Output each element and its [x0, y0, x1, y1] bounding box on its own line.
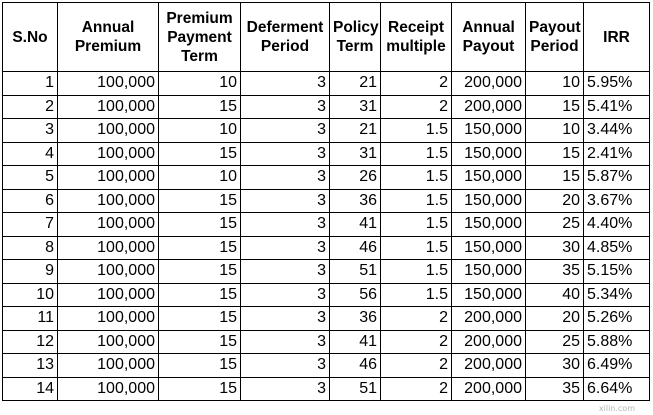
- cell-irr: 5.34%: [584, 283, 650, 307]
- cell-receipt-multiple: 1.5: [381, 213, 452, 237]
- cell-premium-payment-term: 15: [159, 377, 241, 401]
- cell-s-no: 6: [3, 189, 58, 213]
- cell-deferment-period: 3: [241, 189, 330, 213]
- table-row: [3, 307, 650, 331]
- table-body: [3, 72, 650, 401]
- cell-annual-payout: 200,000: [452, 330, 526, 354]
- cell-annual-premium: 100,000: [58, 377, 159, 401]
- cell-s-no: 10: [3, 283, 58, 307]
- cell-annual-premium: 100,000: [58, 166, 159, 190]
- cell-premium-payment-term: 15: [159, 142, 241, 166]
- cell-premium-payment-term: 15: [159, 354, 241, 378]
- cell-payout-period: 25: [526, 330, 584, 354]
- cell-s-no: 12: [3, 330, 58, 354]
- cell-annual-payout: 200,000: [452, 377, 526, 401]
- cell-annual-premium: 100,000: [58, 260, 159, 284]
- cell-deferment-period: 3: [241, 166, 330, 190]
- cell-s-no: 8: [3, 236, 58, 260]
- irr-table: [2, 2, 650, 401]
- cell-payout-period: 35: [526, 377, 584, 401]
- table-row: [3, 377, 650, 401]
- cell-s-no: 2: [3, 95, 58, 119]
- cell-annual-premium: 100,000: [58, 142, 159, 166]
- cell-payout-period: 35: [526, 260, 584, 284]
- cell-payout-period: 40: [526, 283, 584, 307]
- cell-annual-payout: 150,000: [452, 213, 526, 237]
- cell-deferment-period: 3: [241, 142, 330, 166]
- cell-policy-term: 26: [330, 166, 381, 190]
- table-row: [3, 189, 650, 213]
- cell-policy-term: 21: [330, 119, 381, 143]
- cell-premium-payment-term: 10: [159, 166, 241, 190]
- cell-annual-payout: 150,000: [452, 283, 526, 307]
- cell-premium-payment-term: 15: [159, 189, 241, 213]
- cell-annual-premium: 100,000: [58, 307, 159, 331]
- cell-s-no: 5: [3, 166, 58, 190]
- cell-policy-term: 41: [330, 213, 381, 237]
- cell-irr: 4.40%: [584, 213, 650, 237]
- table-row: [3, 354, 650, 378]
- cell-irr: 5.95%: [584, 72, 650, 96]
- cell-deferment-period: 3: [241, 377, 330, 401]
- cell-policy-term: 46: [330, 354, 381, 378]
- cell-receipt-multiple: 2: [381, 330, 452, 354]
- cell-annual-payout: 150,000: [452, 189, 526, 213]
- cell-premium-payment-term: 15: [159, 330, 241, 354]
- header-premium-payment-term: Premium Payment Term: [159, 3, 241, 72]
- cell-annual-payout: 150,000: [452, 119, 526, 143]
- cell-premium-payment-term: 10: [159, 72, 241, 96]
- cell-premium-payment-term: 15: [159, 213, 241, 237]
- cell-premium-payment-term: 15: [159, 236, 241, 260]
- cell-annual-payout: 200,000: [452, 95, 526, 119]
- cell-receipt-multiple: 1.5: [381, 260, 452, 284]
- cell-irr: 4.85%: [584, 236, 650, 260]
- cell-receipt-multiple: 1.5: [381, 119, 452, 143]
- table-row: [3, 142, 650, 166]
- cell-receipt-multiple: 2: [381, 72, 452, 96]
- table-row: [3, 283, 650, 307]
- cell-deferment-period: 3: [241, 354, 330, 378]
- cell-deferment-period: 3: [241, 307, 330, 331]
- cell-irr: 5.87%: [584, 166, 650, 190]
- cell-annual-premium: 100,000: [58, 330, 159, 354]
- table-row: [3, 213, 650, 237]
- cell-premium-payment-term: 15: [159, 307, 241, 331]
- cell-receipt-multiple: 1.5: [381, 166, 452, 190]
- cell-receipt-multiple: 2: [381, 354, 452, 378]
- cell-receipt-multiple: 2: [381, 95, 452, 119]
- cell-premium-payment-term: 15: [159, 283, 241, 307]
- cell-irr: 6.49%: [584, 354, 650, 378]
- cell-policy-term: 51: [330, 377, 381, 401]
- cell-deferment-period: 3: [241, 213, 330, 237]
- cell-policy-term: 36: [330, 189, 381, 213]
- cell-annual-payout: 150,000: [452, 166, 526, 190]
- cell-payout-period: 10: [526, 72, 584, 96]
- cell-deferment-period: 3: [241, 72, 330, 96]
- cell-payout-period: 15: [526, 142, 584, 166]
- table-row: [3, 119, 650, 143]
- cell-payout-period: 15: [526, 166, 584, 190]
- cell-annual-premium: 100,000: [58, 189, 159, 213]
- cell-irr: 5.26%: [584, 307, 650, 331]
- cell-receipt-multiple: 1.5: [381, 189, 452, 213]
- cell-annual-premium: 100,000: [58, 213, 159, 237]
- cell-irr: 3.67%: [584, 189, 650, 213]
- header-payout-period: Payout Period: [526, 3, 584, 72]
- cell-payout-period: 30: [526, 236, 584, 260]
- cell-annual-payout: 200,000: [452, 72, 526, 96]
- cell-irr: 2.41%: [584, 142, 650, 166]
- cell-premium-payment-term: 15: [159, 95, 241, 119]
- cell-s-no: 13: [3, 354, 58, 378]
- cell-policy-term: 41: [330, 330, 381, 354]
- table-row: [3, 330, 650, 354]
- cell-annual-payout: 150,000: [452, 142, 526, 166]
- cell-receipt-multiple: 1.5: [381, 142, 452, 166]
- cell-annual-premium: 100,000: [58, 95, 159, 119]
- cell-s-no: 7: [3, 213, 58, 237]
- cell-deferment-period: 3: [241, 236, 330, 260]
- header-s-no: S.No: [3, 3, 58, 72]
- header-policy-term: Policy Term: [330, 3, 381, 72]
- watermark: xilin.com: [598, 404, 635, 413]
- cell-irr: 5.15%: [584, 260, 650, 284]
- cell-payout-period: 20: [526, 189, 584, 213]
- cell-irr: 5.88%: [584, 330, 650, 354]
- header-row: [3, 3, 650, 72]
- cell-policy-term: 46: [330, 236, 381, 260]
- cell-annual-payout: 150,000: [452, 236, 526, 260]
- cell-payout-period: 15: [526, 95, 584, 119]
- cell-payout-period: 30: [526, 354, 584, 378]
- cell-annual-premium: 100,000: [58, 283, 159, 307]
- header-deferment-period: Deferment Period: [241, 3, 330, 72]
- cell-receipt-multiple: 2: [381, 377, 452, 401]
- cell-payout-period: 25: [526, 213, 584, 237]
- cell-policy-term: 51: [330, 260, 381, 284]
- cell-annual-payout: 200,000: [452, 354, 526, 378]
- cell-s-no: 14: [3, 377, 58, 401]
- cell-policy-term: 31: [330, 142, 381, 166]
- table-row: [3, 236, 650, 260]
- table-row: [3, 260, 650, 284]
- cell-annual-premium: 100,000: [58, 236, 159, 260]
- header-annual-payout: Annual Payout: [452, 3, 526, 72]
- cell-annual-payout: 200,000: [452, 307, 526, 331]
- cell-payout-period: 10: [526, 119, 584, 143]
- cell-annual-premium: 100,000: [58, 119, 159, 143]
- cell-s-no: 9: [3, 260, 58, 284]
- cell-s-no: 1: [3, 72, 58, 96]
- cell-annual-premium: 100,000: [58, 72, 159, 96]
- cell-s-no: 3: [3, 119, 58, 143]
- cell-annual-payout: 150,000: [452, 260, 526, 284]
- cell-policy-term: 36: [330, 307, 381, 331]
- cell-annual-premium: 100,000: [58, 354, 159, 378]
- cell-deferment-period: 3: [241, 330, 330, 354]
- header-irr: IRR: [584, 3, 650, 72]
- cell-s-no: 4: [3, 142, 58, 166]
- cell-premium-payment-term: 15: [159, 260, 241, 284]
- table-row: [3, 166, 650, 190]
- cell-deferment-period: 3: [241, 283, 330, 307]
- cell-policy-term: 21: [330, 72, 381, 96]
- cell-receipt-multiple: 1.5: [381, 236, 452, 260]
- table-row: [3, 95, 650, 119]
- cell-irr: 3.44%: [584, 119, 650, 143]
- cell-irr: 6.64%: [584, 377, 650, 401]
- cell-premium-payment-term: 10: [159, 119, 241, 143]
- cell-receipt-multiple: 1.5: [381, 283, 452, 307]
- cell-deferment-period: 3: [241, 95, 330, 119]
- header-annual-premium: Annual Premium: [58, 3, 159, 72]
- cell-receipt-multiple: 2: [381, 307, 452, 331]
- cell-policy-term: 31: [330, 95, 381, 119]
- cell-policy-term: 56: [330, 283, 381, 307]
- cell-deferment-period: 3: [241, 260, 330, 284]
- cell-s-no: 11: [3, 307, 58, 331]
- cell-payout-period: 20: [526, 307, 584, 331]
- table-row: [3, 72, 650, 96]
- cell-irr: 5.41%: [584, 95, 650, 119]
- header-receipt-multiple: Receipt multiple: [381, 3, 452, 72]
- cell-deferment-period: 3: [241, 119, 330, 143]
